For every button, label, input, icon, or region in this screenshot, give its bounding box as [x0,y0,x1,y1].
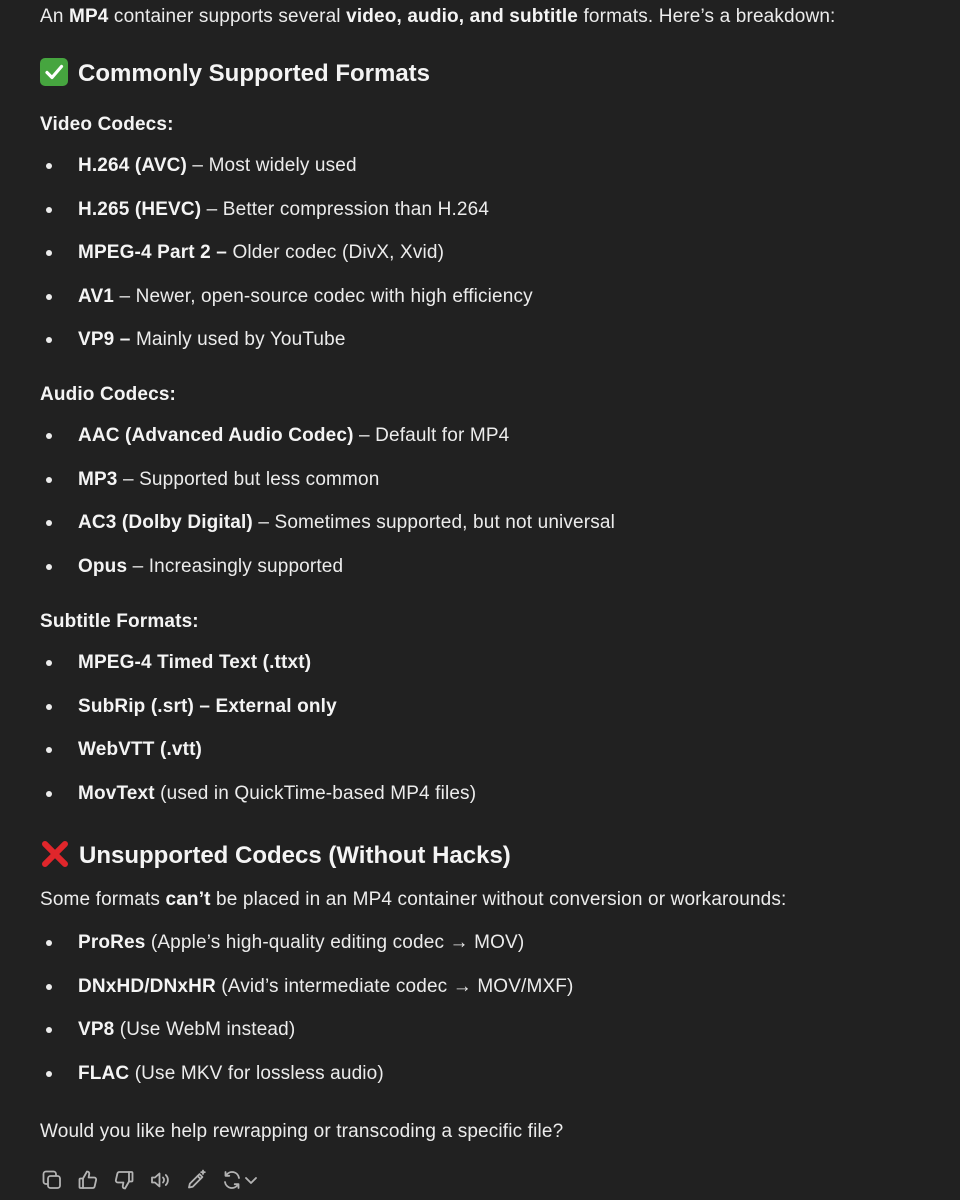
list-item [78,555,343,579]
intro-paragraph [40,5,835,29]
bullet-icon [46,660,52,666]
copy-button[interactable] [40,1168,64,1192]
list-item [78,975,574,999]
intro-text: formats. Here’s a breakdown: [578,6,836,27]
item-bold: AV1 [78,286,115,307]
item-text: (Avid’s intermediate codec → MOV/MXF) [215,976,574,997]
list-item [78,198,489,222]
bullet-icon [46,747,52,753]
bullet-icon [46,207,52,213]
list-item [78,468,379,492]
bullet-icon [46,1071,52,1077]
intro-text: be placed in an MP4 container without conversion or workarounds: [210,889,787,910]
list-item [78,154,357,178]
unsupported-heading-text: Unsupported Codecs (Without Hacks) [79,842,511,869]
intro-bold: can’t [165,889,211,910]
chevron-down-icon [242,1168,260,1192]
model-switcher-chevron[interactable] [242,1168,260,1192]
copy-icon [40,1168,64,1192]
regenerate-button[interactable] [220,1168,244,1192]
item-text: (Apple’s high-quality editing codec → MOV) [145,932,525,953]
check-mark-icon [40,58,68,86]
supported-heading [40,58,430,89]
item-text: – Default for MP4 [353,425,510,446]
bullet-icon [46,294,52,300]
bullet-icon [46,477,52,483]
list-item [78,285,533,309]
list-item [78,241,444,265]
item-bold: ProRes [78,932,146,953]
bullet-icon [46,337,52,343]
intro-bold: video, audio, and subtitle [346,6,579,27]
item-bold: MovText [78,783,155,804]
item-text: – Supported but less common [117,469,380,490]
item-bold: WebVTT (.vtt) [78,739,203,760]
item-bold: SubRip (.srt) – External only [78,696,337,717]
unsupported-heading [40,839,511,871]
unsupported-intro [40,888,786,912]
bullet-icon [46,940,52,946]
item-text: (Use WebM instead) [114,1019,296,1040]
bullet-icon [46,163,52,169]
item-bold: MPEG-4 Timed Text (.ttxt) [78,652,312,673]
item-text: (used in QuickTime-based MP4 files) [154,783,477,804]
read-aloud-button[interactable] [148,1168,172,1192]
item-bold: VP8 [78,1019,115,1040]
item-text: – Newer, open-source codec with high efficiency [114,286,533,307]
thumbs-up-icon [76,1168,100,1192]
audio-codecs-heading: Audio Codecs: [40,384,177,405]
list-item [78,1018,295,1042]
bullet-icon [46,704,52,710]
edit-in-canvas-icon [184,1168,208,1192]
item-bold: AC3 (Dolby Digital) [78,512,253,533]
intro-text: Some formats [40,889,166,910]
item-bold: MPEG-4 Part 2 – [78,242,228,263]
regenerate-icon [220,1168,244,1192]
intro-text: An [40,6,69,27]
intro-bold: MP4 [68,6,109,27]
item-text: – Increasingly supported [127,556,344,577]
item-bold: MP3 [78,469,118,490]
list-item [78,328,346,352]
bullet-icon [46,250,52,256]
item-bold: FLAC [78,1063,130,1084]
item-bold: Opus [78,556,128,577]
edit-in-canvas-button[interactable] [184,1168,208,1192]
bullet-icon [46,1027,52,1033]
bad-response-button[interactable] [112,1168,136,1192]
bullet-icon [46,791,52,797]
bullet-icon [46,564,52,570]
supported-heading-text: Commonly Supported Formats [78,60,431,87]
list-item [78,738,202,762]
list-item [78,424,509,448]
list-item [78,511,615,535]
list-item [78,782,476,806]
video-codecs-heading: Video Codecs: [40,114,174,135]
item-text: – Sometimes supported, but not universal [252,512,615,533]
item-text: Mainly used by YouTube [130,329,346,350]
thumbs-down-icon [112,1168,136,1192]
item-text: – Most widely used [187,155,357,176]
list-item [78,651,311,675]
list-item [78,931,524,955]
item-bold: VP9 – [78,329,131,350]
item-bold: DNxHD/DNxHR [78,976,216,997]
bullet-icon [46,520,52,526]
list-item [78,695,337,719]
bullet-icon [46,433,52,439]
item-bold: H.265 (HEVC) [78,199,202,220]
item-text: (Use MKV for lossless audio) [129,1063,384,1084]
read-aloud-icon [148,1168,172,1192]
list-item [78,1062,384,1086]
item-bold: H.264 (AVC) [78,155,187,176]
cross-mark-icon [40,839,70,869]
item-bold: AAC (Advanced Audio Codec) [78,425,354,446]
closing-question: Would you like help rewrapping or transcoding a specific file? [40,1121,564,1142]
bullet-icon [46,984,52,990]
item-text: – Better compression than H.264 [201,199,490,220]
intro-text: container supports several [108,6,347,27]
item-text: Older codec (DivX, Xvid) [227,242,445,263]
good-response-button[interactable] [76,1168,100,1192]
subtitle-formats-heading: Subtitle Formats: [40,611,199,632]
